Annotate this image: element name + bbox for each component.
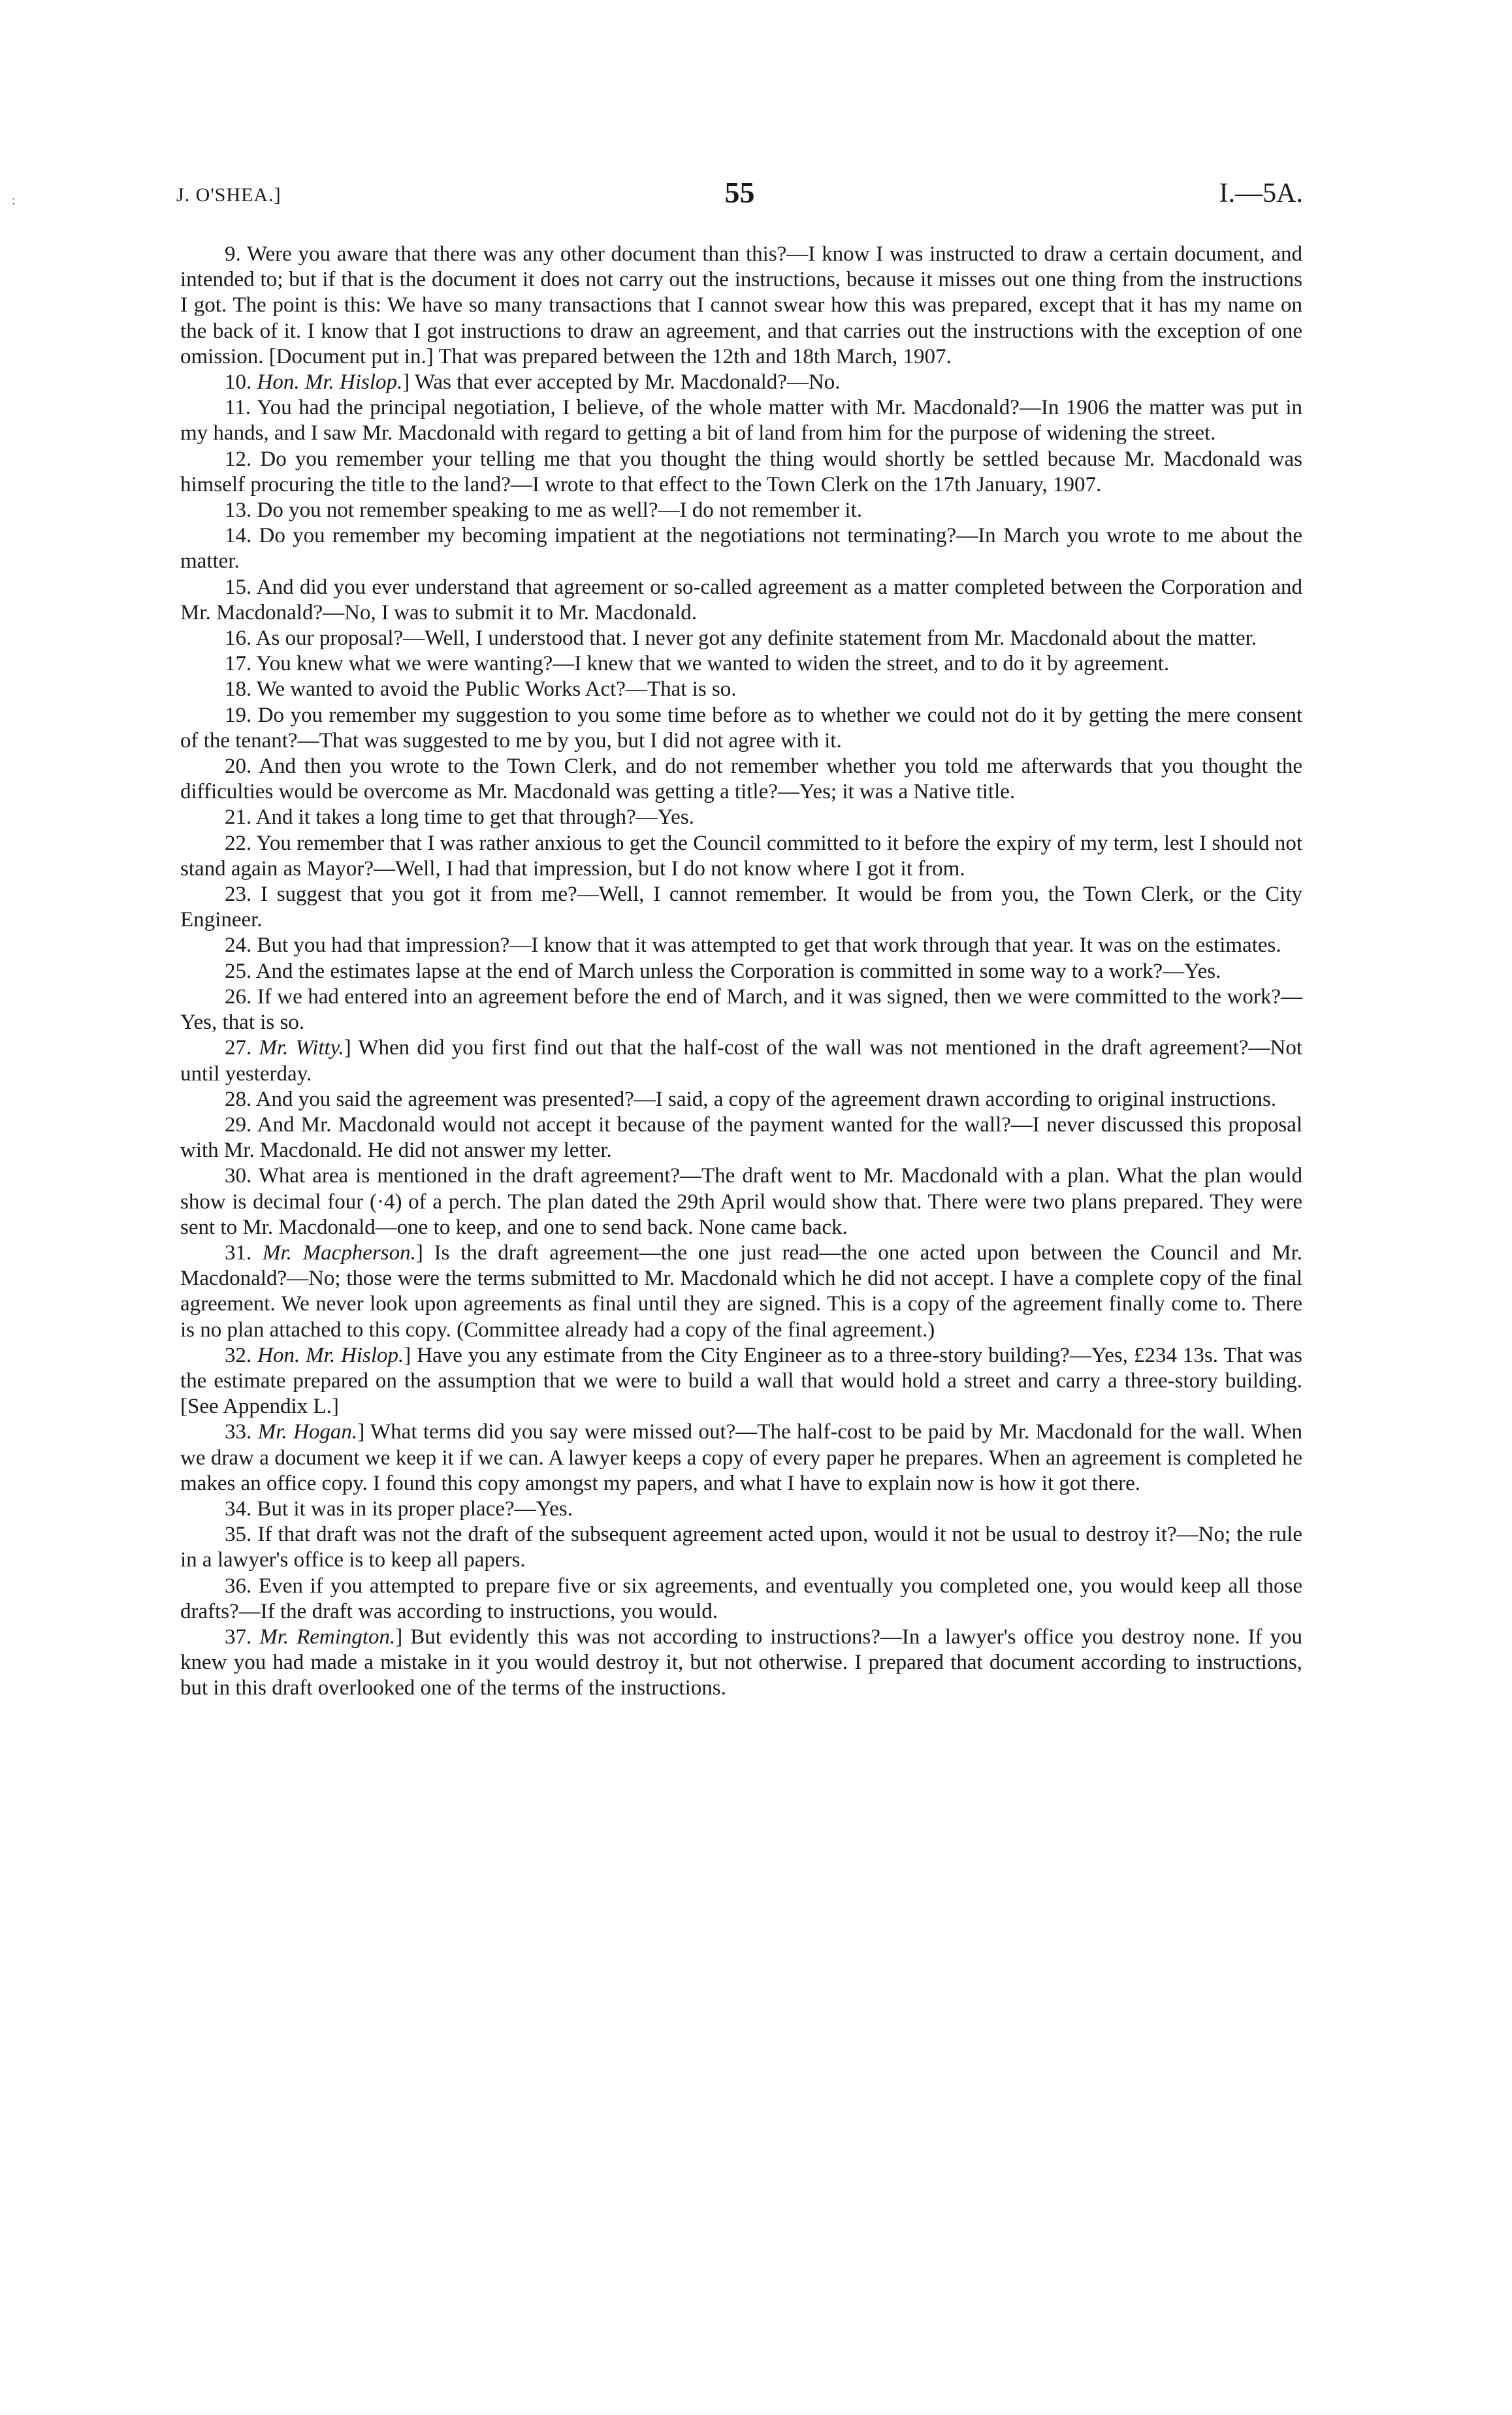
testimony-paragraph: 36. Even if you attempted to prepare five or six agreements, and eventually you completed one, you would keep all those drafts?—If the draft was according to instructions, you would. (180, 1574, 1302, 1623)
paragraph-text: ] What terms did you say were missed out?—The half-cost to be paid by Mr. Macdonald for the wall. When we draw a document we keep it if we can. A lawyer keeps a copy of every paper he prepares. When an agreement is completed he makes an office copy. I found this copy amongst my papers, and what I have to explain now is how it got there. (180, 1420, 1302, 1495)
paragraph-text: ] But evidently this was not according to instructions?—In a lawyer's office you destroy none. If you knew you had made a mistake in it you would destroy it, but not otherwise. I prepared that document according to instructions, but in this draft overlooked one of the terms of the instructions. (180, 1625, 1302, 1700)
testimony-paragraph: 28. And you said the agreement was presented?—I said, a copy of the agreement drawn according to original instructions. (225, 1087, 1277, 1111)
testimony-paragraph (180, 1035, 1302, 1086)
testimony-paragraph: 16. As our proposal?—Well, I understood that. I never got any definite statement from Mr. Macdonald about the matter. (225, 626, 1257, 651)
page-header (176, 175, 1303, 221)
testimony-paragraph: 19. Do you remember my suggestion to you some time before as to whether we could not do it by getting the mere consent of the tenant?—That was suggested to me by you, but I did not agree with it. (180, 703, 1302, 753)
paragraph-text: ] When did you first find out that the half-cost of the wall was not mentioned in the draft agreement?—Not until yesterday. (180, 1036, 1302, 1086)
testimony-paragraph (180, 1343, 1302, 1420)
witness-name: J. O'SHEA.] (176, 184, 281, 206)
testimony-paragraph: 25. And the estimates lapse at the end of March unless the Corporation is committed in some way to a work?—Yes. (225, 959, 1221, 983)
speaker-name: Mr. Macpherson. (263, 1240, 416, 1265)
testimony-paragraph: 13. Do you not remember speaking to me as well?—I do not remember it. (225, 498, 862, 523)
page-number: 55 (724, 176, 755, 209)
transcript-body (180, 242, 1302, 1702)
testimony-paragraph (180, 370, 1302, 395)
testimony-paragraph: 22. You remember that I was rather anxious to get the Council committed to it before the expiry of my term, lest I should not stand again as Mayor?—Well, I had that impression, but I do not know where I got it from. (180, 831, 1302, 881)
speaker-name: Mr. Remington. (259, 1625, 396, 1649)
paragraph-text: ] Have you any estimate from the City Engineer as to a three-story building?—Yes, £234 13s. That was the estimate prepared on the assumption that we were to build a wall that would hold a street and carry a three-story building. [See Appendix L.] (180, 1343, 1302, 1419)
speaker-name: Hon. Mr. Hislop. (257, 370, 403, 395)
testimony-paragraph: 18. We wanted to avoid the Public Works Act?—That is so. (225, 677, 737, 702)
paragraph-text: ] Is the draft agreement—the one just read—the one acted upon between the Council and Mr. Macdonald?—No; those were the terms submitted to Mr. Macdonald which he did not accept. I have a complete copy of the final agreement. We never look upon agreements as final until they are signed. This is a copy of the agreement finally come to. There is no plan attached to this copy. (Committee already had a copy of the final agreement.) (180, 1240, 1303, 1342)
speaker-name: Hon. Mr. Hislop. (257, 1343, 404, 1367)
testimony-paragraph: 35. If that draft was not the draft of the subsequent agreement acted upon, would it not be usual to destroy it?—No; the rule in a lawyer's office is to keep all papers. (180, 1523, 1302, 1572)
margin-mark: : (12, 193, 16, 208)
testimony-paragraph: 17. You knew what we were wanting?—I knew that we wanted to widen the street, and to do it by agreement. (225, 652, 1170, 676)
speaker-name: Mr. Witty. (259, 1036, 344, 1060)
testimony-paragraph: 34. But it was in its proper place?—Yes. (225, 1497, 573, 1521)
question-number: 27. (225, 1036, 259, 1060)
testimony-paragraph: 26. If we had entered into an agreement before the end of March, and it was signed, then we were committed to the work?—Yes, that is so. (180, 984, 1302, 1035)
document-reference: I.—5A. (1219, 178, 1303, 208)
question-number: 33. (225, 1420, 258, 1444)
testimony-paragraph (180, 1625, 1302, 1702)
testimony-paragraph (180, 1419, 1302, 1497)
testimony-paragraph: 11. You had the principal negotiation, I believe, of the whole matter with Mr. Macdonald?—In 1906 the matter was put in my hands, and I saw Mr. Macdonald with regard to getting a bit of land from him for the purpose of widening the street. (180, 396, 1302, 446)
testimony-paragraph: 20. And then you wrote to the Town Clerk, and do not remember whether you told me afterwards that you thought the difficulties would be overcome as Mr. Macdonald was getting a title?—Yes; it was a Native title. (180, 754, 1302, 804)
testimony-paragraph: 15. And did you ever understand that agreement or so-called agreement as a matter completed between the Corporation and Mr. Macdonald?—No, I was to submit it to Mr. Macdonald. (180, 575, 1302, 624)
testimony-paragraph: 24. But you had that impression?—I know that it was attempted to get that work through that year. It was on the estimates. (225, 933, 1281, 958)
testimony-paragraph: 30. What area is mentioned in the draft agreement?—The draft went to Mr. Macdonald with a plan. What the plan would show is decimal four (·4) of a perch. The plan dated the 29th April would show that. There were two plans prepared. They were sent to Mr. Macdonald—one to keep, and one to send back. None came back. (180, 1164, 1302, 1239)
testimony-paragraph: 29. And Mr. Macdonald would not accept it because of the payment wanted for the wall?—I never discussed this proposal with Mr. Macdonald. He did not answer my letter. (180, 1112, 1302, 1163)
question-number: 10. (225, 370, 257, 395)
question-number: 32. (225, 1343, 258, 1367)
question-number: 31. (225, 1240, 263, 1265)
paragraph-text: ] Was that ever accepted by Mr. Macdonald?—No. (402, 370, 841, 395)
testimony-paragraph: 23. I suggest that you got it from me?—Well, I cannot remember. It would be from you, the Town Clerk, or the City Engineer. (180, 883, 1302, 932)
testimony-paragraph (180, 1240, 1302, 1343)
testimony-paragraph: 12. Do you remember your telling me that you thought the thing would shortly be settled because Mr. Macdonald was himself procuring the title to the land?—I wrote to that effect to the Town Clerk on the 17th January, 1907. (180, 447, 1302, 496)
testimony-paragraph: 9. Were you aware that there was any other document than this?—I know I was instructed to draw a certain document, and intended to; but if that is the document it does not carry out the instructions, because it misses out one thing from the instructions I got. The point is this: We have so many transactions that I cannot swear how this was prepared, except that it has my name on the back of it. I know that I got instructions to draw an agreement, and that carries out the instructions with the exception of one omission. [Document put in.] That was prepared between the 12th and 18th March, 1907. (180, 242, 1302, 368)
testimony-paragraph: 14. Do you remember my becoming impatient at the negotiations not terminating?—In March you wrote to me about the matter. (180, 524, 1302, 574)
speaker-name: Mr. Hogan. (257, 1420, 358, 1444)
question-number: 37. (225, 1625, 260, 1649)
testimony-paragraph: 21. And it takes a long time to get that through?—Yes. (225, 805, 694, 830)
